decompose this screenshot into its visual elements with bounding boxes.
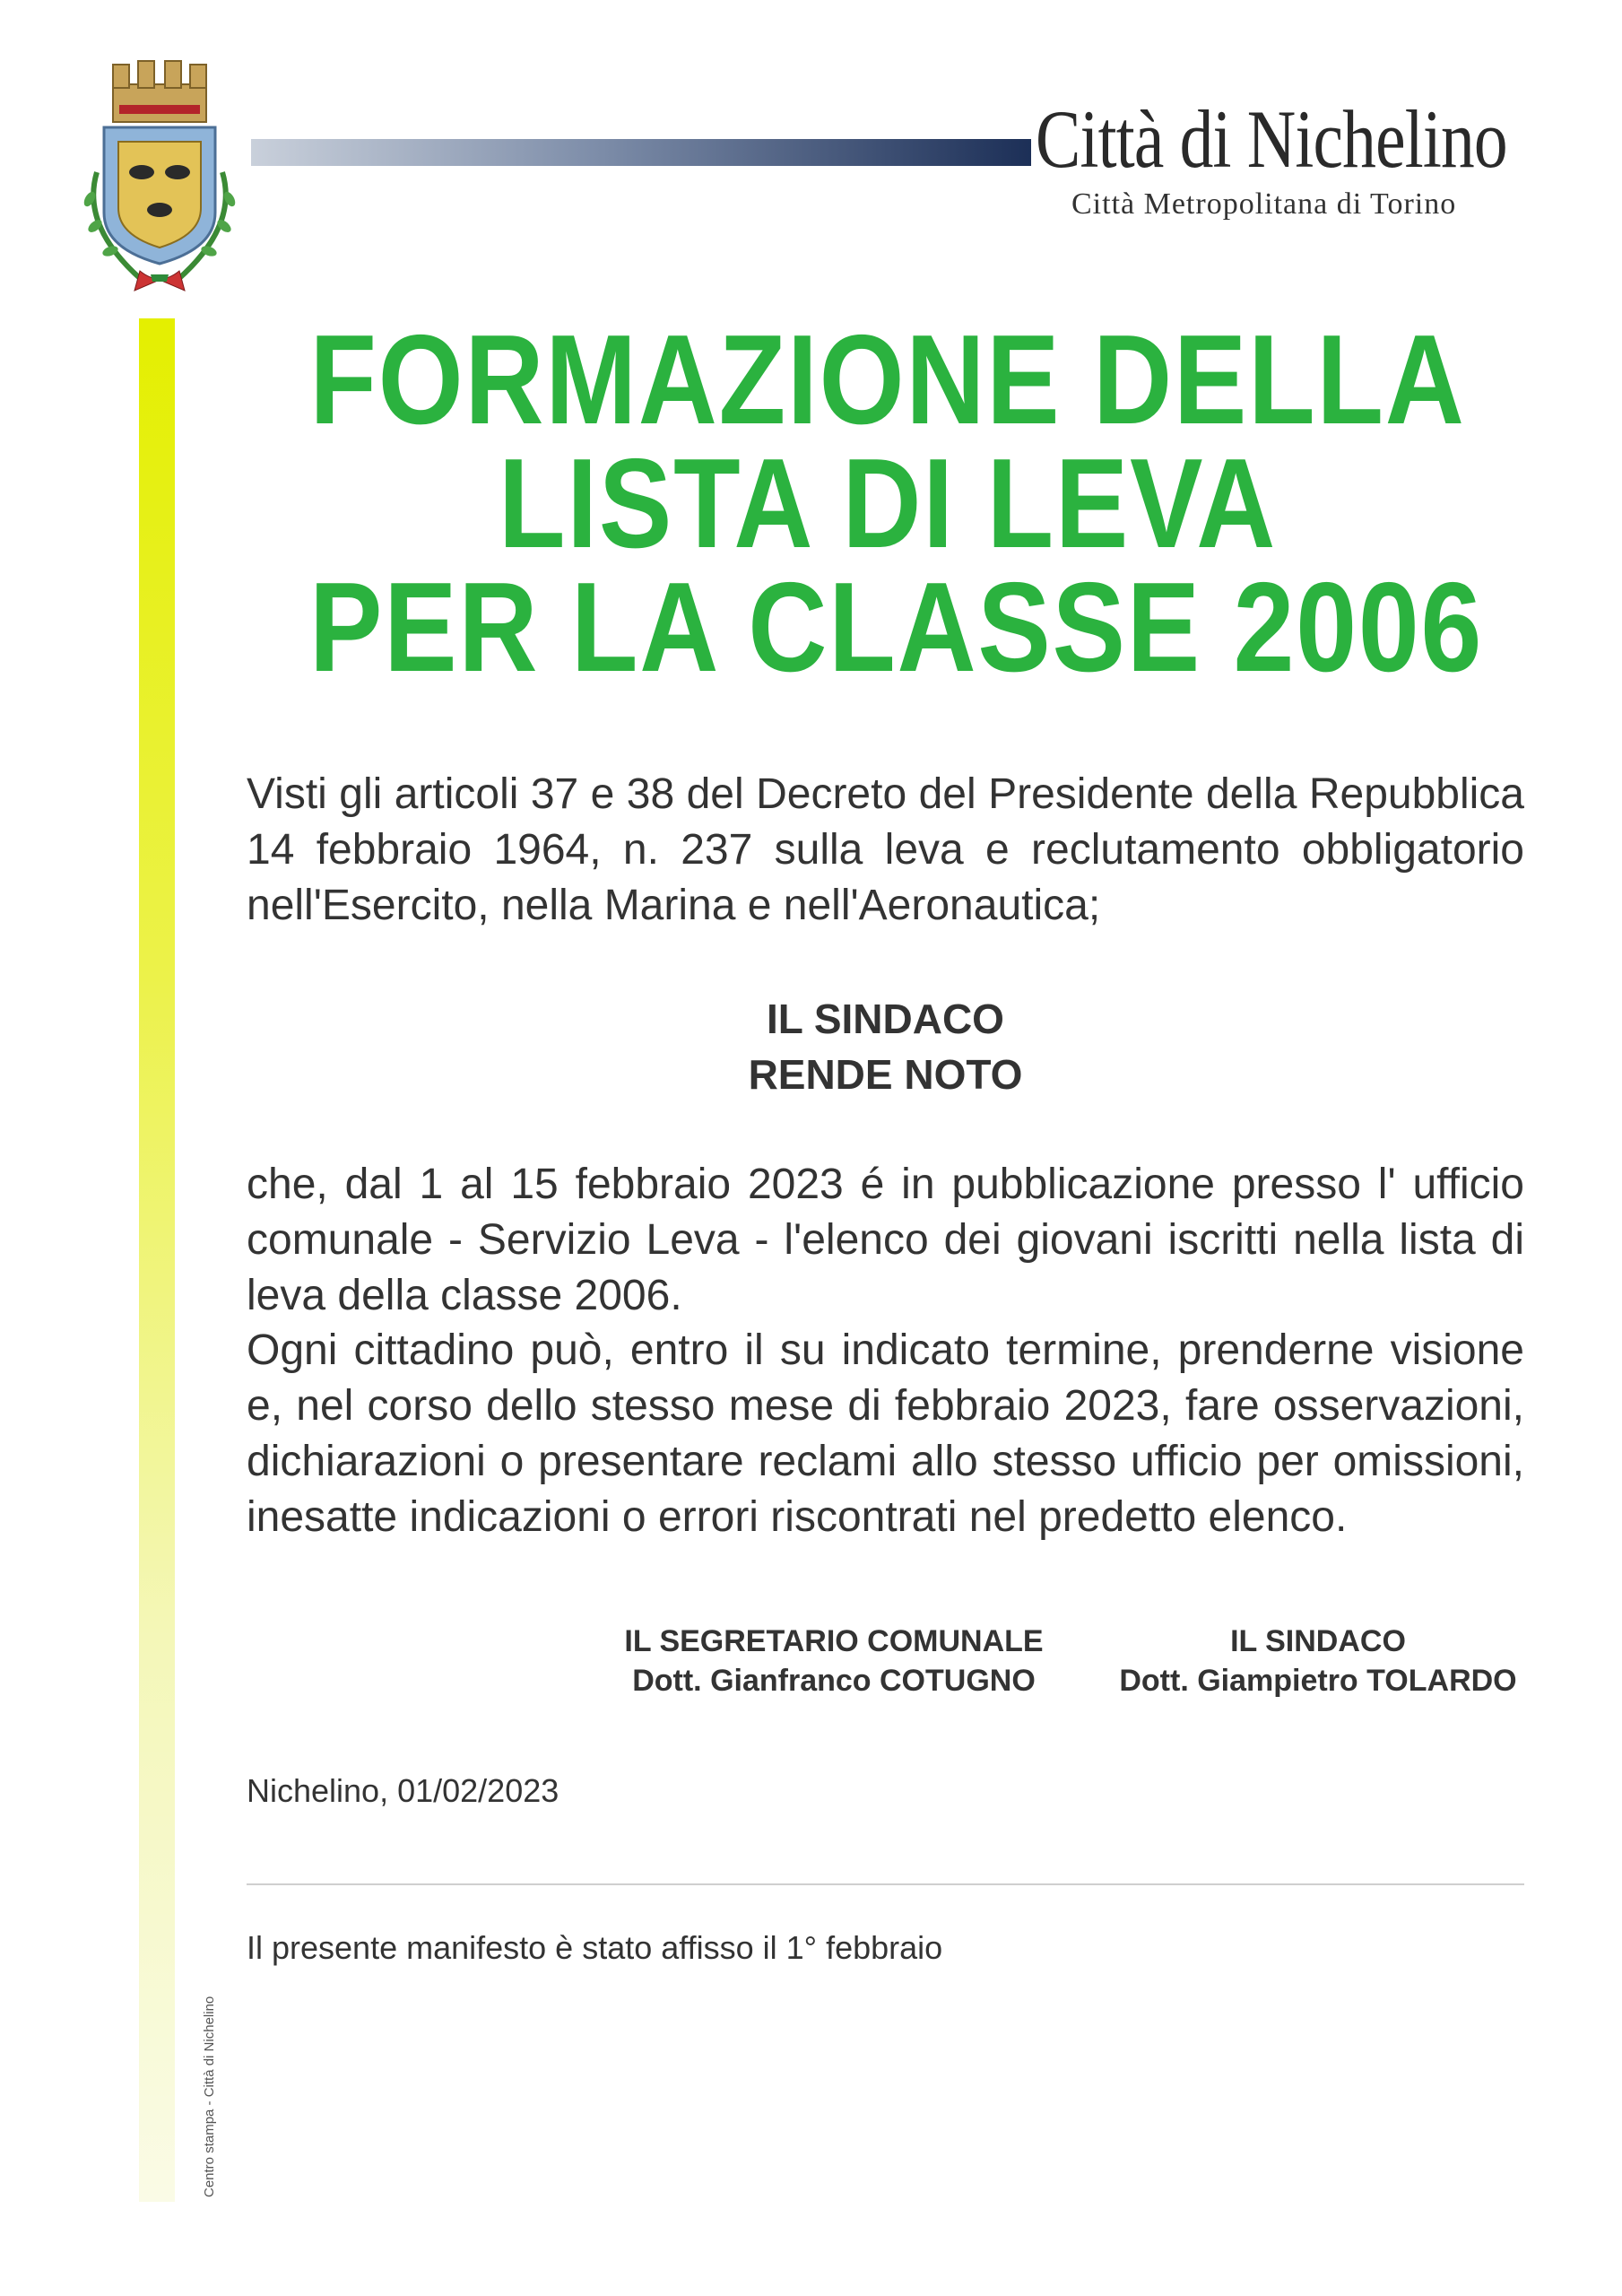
mayor-name: Dott. Giampietro TOLARDO bbox=[1119, 1664, 1517, 1698]
notice-paragraph-1: che, dal 1 al 15 febbraio 2023 é in pubblicazione presso l' ufficio comunale - Servizio Leva - l'elenco dei giovani iscritti nella lista di leva della classe 2006. bbox=[247, 1161, 1524, 1319]
title-line-1: FORMAZIONE DELLA bbox=[309, 309, 1466, 451]
side-gradient-stripe bbox=[139, 318, 175, 2202]
divider bbox=[247, 1883, 1524, 1885]
mayor-role: IL SINDACO bbox=[1230, 1624, 1406, 1658]
announcement-heading bbox=[247, 991, 1524, 1102]
secretary-role: IL SEGRETARIO COMUNALE bbox=[624, 1624, 1044, 1658]
posting-note: Il presente manifesto è stato affisso il 1° febbraio bbox=[247, 1929, 943, 1966]
notice-paragraph-2: Ogni cittadino può, entro il su indicato termine, prenderne visione e, nel corso dello stesso mese di febbraio 2023, fare osservazioni, dichiarazioni o presentare reclami allo stesso ufficio per omissioni, inesatte indicazioni o errori riscontrati nel predetto elenco. bbox=[247, 1326, 1524, 1541]
signature-secretary bbox=[601, 1622, 1067, 1700]
title-line-3: PER LA CLASSE 2006 bbox=[309, 556, 1484, 699]
coat-of-arms-icon bbox=[70, 56, 249, 293]
city-name: Città di Nichelino bbox=[1036, 93, 1507, 185]
signature-mayor bbox=[1098, 1622, 1538, 1700]
secretary-name: Dott. Gianfranco COTUGNO bbox=[632, 1664, 1036, 1698]
preamble-paragraph: Visti gli articoli 37 e 38 del Decreto del Presidente della Repubblica 14 febbraio 1964, n. 237 sulla leva e reclutamento obbligatorio nell'Esercito, nella Marina e nell'Aeronautica; bbox=[247, 770, 1524, 929]
header-gradient-bar bbox=[251, 139, 1031, 166]
metro-name: Città Metropolitana di Torino bbox=[1071, 187, 1457, 221]
title-line-2: LISTA DI LEVA bbox=[498, 432, 1278, 575]
place-date: Nichelino, 01/02/2023 bbox=[247, 1772, 559, 1809]
page-title bbox=[309, 309, 1484, 699]
announcement-line-1: IL SINDACO bbox=[767, 996, 1004, 1042]
print-credit: Centro stampa - Città di Nichelino bbox=[202, 1996, 217, 2197]
announcement-line-2: RENDE NOTO bbox=[748, 1051, 1023, 1098]
